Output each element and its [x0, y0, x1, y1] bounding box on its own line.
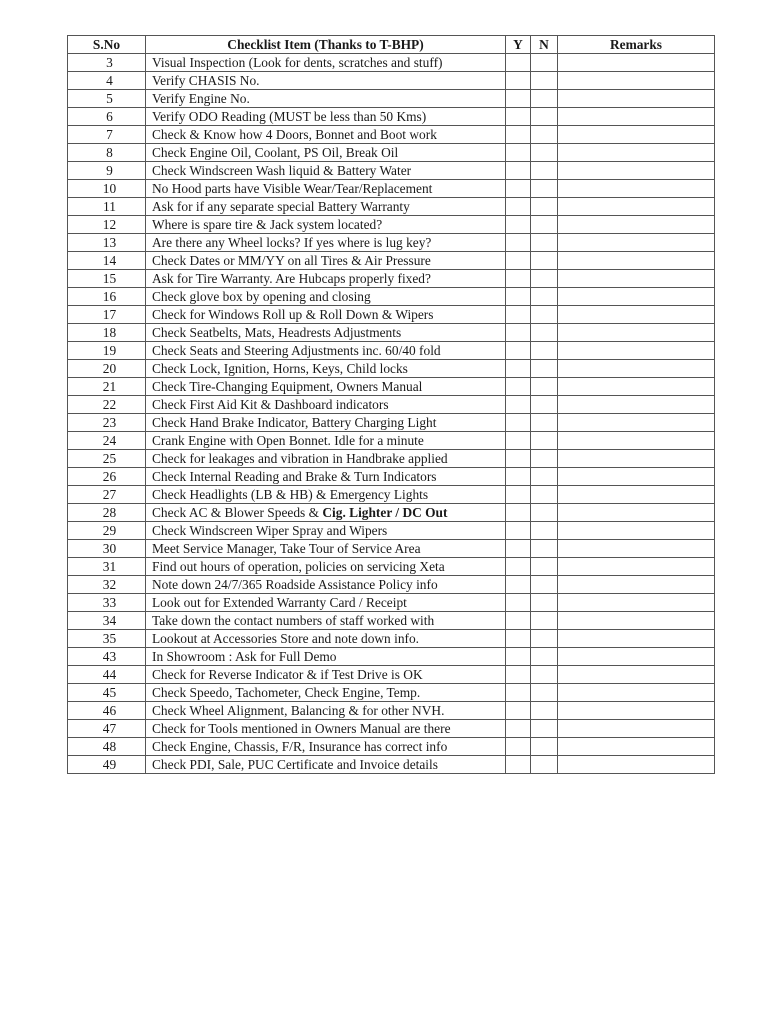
row-yes-cell[interactable]: [506, 324, 531, 342]
row-yes-cell[interactable]: [506, 378, 531, 396]
row-item-text: Check PDI, Sale, PUC Certificate and Invoice details: [152, 757, 438, 772]
row-item-text: Check First Aid Kit & Dashboard indicators: [152, 397, 389, 412]
row-no-cell[interactable]: [531, 324, 558, 342]
row-item-text: Check Headlights (LB & HB) & Emergency Lights: [152, 487, 429, 502]
row-item-text: Ask for if any separate special Battery Warranty: [152, 199, 410, 214]
row-sno: 15: [68, 270, 146, 288]
row-item: [146, 630, 506, 648]
table-row: [68, 234, 715, 252]
row-remarks-cell[interactable]: [558, 486, 715, 504]
row-yes-cell[interactable]: [506, 450, 531, 468]
row-sno: 27: [68, 486, 146, 504]
table-row: [68, 396, 715, 414]
row-item: [146, 720, 506, 738]
row-yes-cell[interactable]: [506, 216, 531, 234]
table-row: [68, 522, 715, 540]
table-row: [68, 612, 715, 630]
row-no-cell[interactable]: [531, 756, 558, 774]
row-yes-cell[interactable]: [506, 558, 531, 576]
row-no-cell[interactable]: [531, 108, 558, 126]
row-no-cell[interactable]: [531, 396, 558, 414]
row-item-text: Check for Reverse Indicator & if Test Drive is OK: [152, 667, 423, 682]
row-sno: 24: [68, 432, 146, 450]
row-sno: 32: [68, 576, 146, 594]
row-no-cell[interactable]: [531, 306, 558, 324]
row-remarks-cell[interactable]: [558, 270, 715, 288]
row-yes-cell[interactable]: [506, 720, 531, 738]
row-remarks-cell[interactable]: [558, 684, 715, 702]
table-row: [68, 630, 715, 648]
row-remarks-cell[interactable]: [558, 648, 715, 666]
table-row: [68, 306, 715, 324]
table-row: [68, 162, 715, 180]
row-remarks-cell[interactable]: [558, 396, 715, 414]
table-row: [68, 486, 715, 504]
row-item: [146, 648, 506, 666]
row-remarks-cell[interactable]: [558, 720, 715, 738]
row-remarks-cell[interactable]: [558, 252, 715, 270]
row-item-text: Are there any Wheel locks? If yes where is lug key?: [152, 235, 432, 250]
table-row: [68, 504, 715, 522]
row-item: [146, 342, 506, 360]
row-sno: 23: [68, 414, 146, 432]
row-no-cell[interactable]: [531, 198, 558, 216]
row-no-cell[interactable]: [531, 630, 558, 648]
table-row: [68, 468, 715, 486]
row-item-text: Check Seatbelts, Mats, Headrests Adjustments: [152, 325, 402, 340]
table-row: [68, 126, 715, 144]
row-item: [146, 216, 506, 234]
row-sno: 5: [68, 90, 146, 108]
row-yes-cell[interactable]: [506, 738, 531, 756]
row-remarks-cell[interactable]: [558, 360, 715, 378]
row-sno: 20: [68, 360, 146, 378]
row-yes-cell[interactable]: [506, 72, 531, 90]
table-row: [68, 180, 715, 198]
table-row: [68, 360, 715, 378]
row-item: [146, 324, 506, 342]
row-no-cell[interactable]: [531, 360, 558, 378]
row-yes-cell[interactable]: [506, 198, 531, 216]
row-yes-cell[interactable]: [506, 162, 531, 180]
row-item-bold-text: Cig. Lighter / DC Out: [322, 505, 448, 520]
row-no-cell[interactable]: [531, 612, 558, 630]
row-remarks-cell[interactable]: [558, 666, 715, 684]
row-no-cell[interactable]: [531, 684, 558, 702]
header-row: [68, 36, 715, 54]
row-no-cell[interactable]: [531, 342, 558, 360]
table-row: [68, 594, 715, 612]
row-sno: 28: [68, 504, 146, 522]
row-item: [146, 558, 506, 576]
row-yes-cell[interactable]: [506, 612, 531, 630]
row-no-cell[interactable]: [531, 504, 558, 522]
row-item-text: Check glove box by opening and closing: [152, 289, 371, 304]
row-remarks-cell[interactable]: [558, 54, 715, 72]
table-row: [68, 108, 715, 126]
row-yes-cell[interactable]: [506, 108, 531, 126]
table-row: [68, 198, 715, 216]
row-item: [146, 378, 506, 396]
row-item-text: Check Lock, Ignition, Horns, Keys, Child locks: [152, 361, 408, 376]
table-row: [68, 288, 715, 306]
row-yes-cell[interactable]: [506, 180, 531, 198]
table-row: [68, 378, 715, 396]
row-item: [146, 486, 506, 504]
row-item-text: Check AC & Blower Speeds &: [152, 505, 323, 520]
row-sno: 16: [68, 288, 146, 306]
row-yes-cell[interactable]: [506, 504, 531, 522]
row-item-text: Meet Service Manager, Take Tour of Service Area: [152, 541, 421, 556]
row-sno: 43: [68, 648, 146, 666]
row-item-text: Crank Engine with Open Bonnet. Idle for a minute: [152, 433, 424, 448]
row-item-text: No Hood parts have Visible Wear/Tear/Replacement: [152, 181, 433, 196]
row-yes-cell[interactable]: [506, 252, 531, 270]
row-no-cell[interactable]: [531, 720, 558, 738]
row-remarks-cell[interactable]: [558, 234, 715, 252]
row-item-text: Look out for Extended Warranty Card / Receipt: [152, 595, 407, 610]
row-item-text: Check Windscreen Wiper Spray and Wipers: [152, 523, 388, 538]
table-row: [68, 270, 715, 288]
row-sno: 46: [68, 702, 146, 720]
row-item-text: Find out hours of operation, policies on servicing Xeta: [152, 559, 445, 574]
table-row: [68, 324, 715, 342]
row-remarks-cell[interactable]: [558, 594, 715, 612]
row-remarks-cell[interactable]: [558, 630, 715, 648]
row-item: [146, 180, 506, 198]
row-sno: 34: [68, 612, 146, 630]
row-sno: 22: [68, 396, 146, 414]
table-row: [68, 450, 715, 468]
table-row: [68, 720, 715, 738]
row-item: [146, 756, 506, 774]
row-no-cell[interactable]: [531, 702, 558, 720]
row-sno: 19: [68, 342, 146, 360]
row-remarks-cell[interactable]: [558, 378, 715, 396]
row-remarks-cell[interactable]: [558, 576, 715, 594]
row-no-cell[interactable]: [531, 738, 558, 756]
row-no-cell[interactable]: [531, 666, 558, 684]
table-row: [68, 252, 715, 270]
row-no-cell[interactable]: [531, 234, 558, 252]
row-item-text: Check Engine, Chassis, F/R, Insurance has correct info: [152, 739, 448, 754]
row-yes-cell[interactable]: [506, 432, 531, 450]
row-yes-cell[interactable]: [506, 702, 531, 720]
row-item: [146, 306, 506, 324]
row-item: [146, 414, 506, 432]
row-no-cell[interactable]: [531, 414, 558, 432]
row-item: [146, 666, 506, 684]
row-item-text: Verify CHASIS No.: [152, 73, 260, 88]
row-sno: 6: [68, 108, 146, 126]
row-item: [146, 432, 506, 450]
row-item-text: In Showroom : Ask for Full Demo: [152, 649, 337, 664]
row-sno: 25: [68, 450, 146, 468]
header-remarks: Remarks: [558, 36, 715, 54]
row-item: [146, 738, 506, 756]
row-remarks-cell[interactable]: [558, 612, 715, 630]
row-remarks-cell[interactable]: [558, 306, 715, 324]
row-item-text: Where is spare tire & Jack system located?: [152, 217, 383, 232]
row-sno: 49: [68, 756, 146, 774]
header-item: Checklist Item (Thanks to T-BHP): [146, 36, 506, 54]
row-item-text: Note down 24/7/365 Roadside Assistance Policy info: [152, 577, 438, 592]
row-yes-cell[interactable]: [506, 234, 531, 252]
table-row: [68, 144, 715, 162]
row-no-cell[interactable]: [531, 648, 558, 666]
row-remarks-cell[interactable]: [558, 342, 715, 360]
row-yes-cell[interactable]: [506, 630, 531, 648]
row-item-text: Verify ODO Reading (MUST be less than 50 Kms): [152, 109, 427, 124]
row-no-cell[interactable]: [531, 216, 558, 234]
row-remarks-cell[interactable]: [558, 108, 715, 126]
row-remarks-cell[interactable]: [558, 126, 715, 144]
row-sno: 45: [68, 684, 146, 702]
row-no-cell[interactable]: [531, 522, 558, 540]
row-yes-cell[interactable]: [506, 594, 531, 612]
table-row: [68, 558, 715, 576]
row-item: [146, 234, 506, 252]
row-sno: 31: [68, 558, 146, 576]
row-remarks-cell[interactable]: [558, 450, 715, 468]
row-no-cell[interactable]: [531, 90, 558, 108]
row-yes-cell[interactable]: [506, 306, 531, 324]
row-remarks-cell[interactable]: [558, 162, 715, 180]
row-sno: 12: [68, 216, 146, 234]
row-item: [146, 54, 506, 72]
row-item-text: Check for leakages and vibration in Handbrake applied: [152, 451, 448, 466]
row-no-cell[interactable]: [531, 288, 558, 306]
header-sno: S.No: [68, 36, 146, 54]
checklist-header: [68, 36, 715, 54]
table-row: [68, 540, 715, 558]
row-no-cell[interactable]: [531, 378, 558, 396]
row-yes-cell[interactable]: [506, 126, 531, 144]
row-item-text: Take down the contact numbers of staff worked with: [152, 613, 435, 628]
row-item: [146, 702, 506, 720]
row-item-text: Check for Tools mentioned in Owners Manual are there: [152, 721, 451, 736]
row-remarks-cell[interactable]: [558, 72, 715, 90]
row-yes-cell[interactable]: [506, 666, 531, 684]
row-yes-cell[interactable]: [506, 648, 531, 666]
row-no-cell[interactable]: [531, 270, 558, 288]
row-item: [146, 162, 506, 180]
row-sno: 21: [68, 378, 146, 396]
row-sno: 4: [68, 72, 146, 90]
row-sno: 11: [68, 198, 146, 216]
row-remarks-cell[interactable]: [558, 468, 715, 486]
row-item: [146, 396, 506, 414]
row-no-cell[interactable]: [531, 144, 558, 162]
checklist-body: [68, 54, 715, 774]
row-item-text: Check Wheel Alignment, Balancing & for other NVH.: [152, 703, 445, 718]
row-sno: 13: [68, 234, 146, 252]
row-sno: 3: [68, 54, 146, 72]
row-sno: 18: [68, 324, 146, 342]
row-item-text: Check Dates or MM/YY on all Tires & Air Pressure: [152, 253, 431, 268]
row-item-text: Ask for Tire Warranty. Are Hubcaps properly fixed?: [152, 271, 431, 286]
row-remarks-cell[interactable]: [558, 522, 715, 540]
row-remarks-cell[interactable]: [558, 738, 715, 756]
row-yes-cell[interactable]: [506, 396, 531, 414]
table-row: [68, 576, 715, 594]
row-no-cell[interactable]: [531, 252, 558, 270]
row-sno: 47: [68, 720, 146, 738]
row-item-text: Lookout at Accessories Store and note down info.: [152, 631, 420, 646]
row-yes-cell[interactable]: [506, 576, 531, 594]
row-remarks-cell[interactable]: [558, 198, 715, 216]
row-no-cell[interactable]: [531, 540, 558, 558]
row-remarks-cell[interactable]: [558, 540, 715, 558]
row-yes-cell[interactable]: [506, 414, 531, 432]
row-item: [146, 360, 506, 378]
row-yes-cell[interactable]: [506, 468, 531, 486]
row-item: [146, 288, 506, 306]
row-remarks-cell[interactable]: [558, 414, 715, 432]
row-yes-cell[interactable]: [506, 144, 531, 162]
table-row: [68, 216, 715, 234]
row-item: [146, 522, 506, 540]
row-item-text: Visual Inspection (Look for dents, scratches and stuff): [152, 55, 443, 70]
row-no-cell[interactable]: [531, 468, 558, 486]
row-remarks-cell[interactable]: [558, 702, 715, 720]
row-sno: 8: [68, 144, 146, 162]
table-row: [68, 702, 715, 720]
table-row: [68, 414, 715, 432]
row-item: [146, 144, 506, 162]
row-yes-cell[interactable]: [506, 90, 531, 108]
row-sno: 35: [68, 630, 146, 648]
row-item-text: Verify Engine No.: [152, 91, 250, 106]
row-item: [146, 90, 506, 108]
header-no: N: [531, 36, 558, 54]
row-yes-cell[interactable]: [506, 360, 531, 378]
row-item-text: Check Internal Reading and Brake & Turn Indicators: [152, 469, 437, 484]
row-sno: 44: [68, 666, 146, 684]
table-row: [68, 684, 715, 702]
row-item-text: Check for Windows Roll up & Roll Down & Wipers: [152, 307, 434, 322]
row-item-text: Check Tire-Changing Equipment, Owners Manual: [152, 379, 423, 394]
table-row: [68, 432, 715, 450]
row-no-cell[interactable]: [531, 486, 558, 504]
row-no-cell[interactable]: [531, 594, 558, 612]
row-remarks-cell[interactable]: [558, 180, 715, 198]
row-item: [146, 126, 506, 144]
table-row: [68, 54, 715, 72]
table-row: [68, 342, 715, 360]
row-yes-cell[interactable]: [506, 270, 531, 288]
table-row: [68, 72, 715, 90]
row-item: [146, 72, 506, 90]
row-yes-cell[interactable]: [506, 522, 531, 540]
row-yes-cell[interactable]: [506, 288, 531, 306]
row-item: [146, 198, 506, 216]
row-no-cell[interactable]: [531, 72, 558, 90]
row-item-text: Check Hand Brake Indicator, Battery Charging Light: [152, 415, 437, 430]
row-item: [146, 270, 506, 288]
row-item: [146, 504, 506, 522]
row-yes-cell[interactable]: [506, 486, 531, 504]
row-remarks-cell[interactable]: [558, 324, 715, 342]
row-sno: 29: [68, 522, 146, 540]
row-remarks-cell[interactable]: [558, 756, 715, 774]
row-no-cell[interactable]: [531, 576, 558, 594]
row-sno: 9: [68, 162, 146, 180]
row-sno: 14: [68, 252, 146, 270]
row-remarks-cell[interactable]: [558, 144, 715, 162]
row-item-text: Check Seats and Steering Adjustments inc. 60/40 fold: [152, 343, 441, 358]
row-remarks-cell[interactable]: [558, 288, 715, 306]
row-yes-cell[interactable]: [506, 756, 531, 774]
row-no-cell[interactable]: [531, 558, 558, 576]
row-item: [146, 252, 506, 270]
row-yes-cell[interactable]: [506, 342, 531, 360]
row-yes-cell[interactable]: [506, 54, 531, 72]
row-item-text: Check Speedo, Tachometer, Check Engine, Temp.: [152, 685, 421, 700]
header-yes: Y: [506, 36, 531, 54]
row-yes-cell[interactable]: [506, 684, 531, 702]
row-no-cell[interactable]: [531, 432, 558, 450]
row-item: [146, 540, 506, 558]
checklist-sheet: [67, 35, 715, 774]
table-row: [68, 738, 715, 756]
row-no-cell[interactable]: [531, 450, 558, 468]
row-item: [146, 612, 506, 630]
row-sno: 17: [68, 306, 146, 324]
table-row: [68, 90, 715, 108]
row-remarks-cell[interactable]: [558, 504, 715, 522]
row-remarks-cell[interactable]: [558, 90, 715, 108]
table-row: [68, 666, 715, 684]
row-no-cell[interactable]: [531, 162, 558, 180]
table-row: [68, 648, 715, 666]
row-sno: 48: [68, 738, 146, 756]
row-remarks-cell[interactable]: [558, 216, 715, 234]
row-sno: 26: [68, 468, 146, 486]
row-yes-cell[interactable]: [506, 540, 531, 558]
row-sno: 33: [68, 594, 146, 612]
row-item: [146, 108, 506, 126]
row-item: [146, 450, 506, 468]
row-item: [146, 468, 506, 486]
row-sno: 7: [68, 126, 146, 144]
row-no-cell[interactable]: [531, 180, 558, 198]
row-sno: 30: [68, 540, 146, 558]
checklist-table: [67, 35, 715, 774]
row-item-text: Check Windscreen Wash liquid & Battery Water: [152, 163, 412, 178]
row-remarks-cell[interactable]: [558, 432, 715, 450]
row-remarks-cell[interactable]: [558, 558, 715, 576]
row-item: [146, 594, 506, 612]
row-item-text: Check Engine Oil, Coolant, PS Oil, Break Oil: [152, 145, 399, 160]
row-item: [146, 684, 506, 702]
row-no-cell[interactable]: [531, 54, 558, 72]
table-row: [68, 756, 715, 774]
row-sno: 10: [68, 180, 146, 198]
row-no-cell[interactable]: [531, 126, 558, 144]
row-item-text: Check & Know how 4 Doors, Bonnet and Boot work: [152, 127, 437, 142]
row-item: [146, 576, 506, 594]
